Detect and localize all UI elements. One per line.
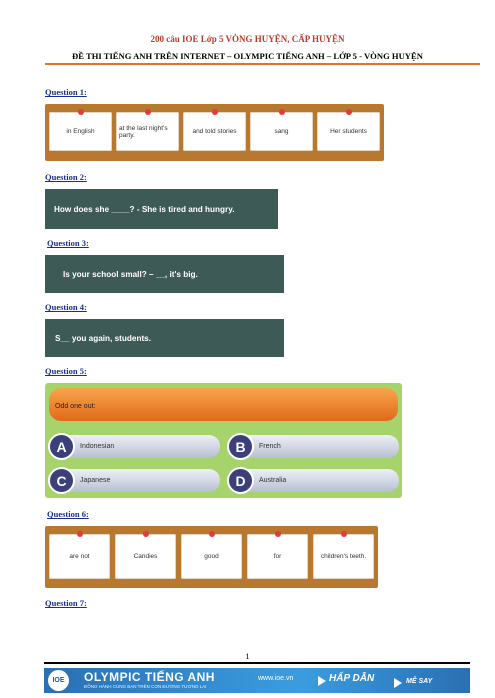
question-1-label: Question 1: (45, 87, 87, 97)
question-2-panel (45, 189, 278, 229)
word-card-text: good (204, 553, 219, 560)
footer-rule (44, 662, 470, 664)
footer-website: www.ioe.vn (258, 675, 294, 682)
arrow-right-icon (318, 676, 326, 686)
ioe-logo: IOE (48, 670, 69, 691)
pin-icon (78, 109, 84, 115)
question-4-panel (45, 319, 284, 357)
question-5-prompt: Odd one out: (49, 388, 398, 421)
word-card[interactable] (181, 534, 242, 579)
option-text: Japanese (80, 477, 111, 484)
option-b-button[interactable] (227, 435, 399, 458)
pin-icon (143, 531, 149, 537)
word-card[interactable] (317, 112, 380, 151)
question-6-card-strip (45, 526, 378, 588)
word-card-text: sang (274, 128, 289, 135)
word-card[interactable] (49, 112, 112, 151)
question-4-text: S__ you again, students. (55, 333, 151, 343)
footer-slogan: HẤP DẪN (329, 673, 375, 684)
word-card-text: in English (66, 128, 95, 135)
question-5-panel (45, 383, 402, 498)
pin-icon (77, 531, 83, 537)
page-number: 1 (245, 651, 250, 661)
word-card-text: children's teeth. (320, 553, 367, 560)
question-4-label: Question 4: (45, 302, 87, 312)
word-card-text: Her students (330, 128, 367, 135)
question-6-label: Question 6: (47, 509, 89, 519)
option-a-button[interactable] (48, 435, 220, 458)
word-card[interactable] (115, 534, 176, 579)
question-3-text: Is your school small? – __, it's big. (63, 269, 198, 279)
word-card-text: and told stories (192, 128, 237, 135)
arrow-right-icon (394, 678, 402, 688)
option-c-button[interactable] (48, 469, 220, 492)
document-title: 200 câu IOE Lớp 5 VÒNG HUYỆN, CẤP HUYỆN (150, 34, 345, 44)
word-card[interactable] (247, 534, 308, 579)
option-text: Indonesian (80, 443, 115, 450)
option-letter: B (227, 433, 254, 460)
word-card-text: for (273, 553, 282, 560)
question-5-label: Question 5: (45, 366, 87, 376)
footer-slogan: MÊ SAY (406, 678, 433, 685)
header-rule (45, 63, 480, 65)
pin-icon (275, 531, 281, 537)
question-2-label: Question 2: (45, 172, 87, 182)
word-card[interactable] (116, 112, 179, 151)
word-card[interactable] (49, 534, 110, 579)
word-card-text: Candies (133, 553, 158, 560)
word-card-text: are not (69, 553, 90, 560)
footer-tagline: ĐỒNG HÀNH CÙNG BẠN TRÊN CON ĐƯỜNG TƯƠNG LAI (84, 684, 207, 689)
word-card[interactable] (313, 534, 374, 579)
footer-banner (44, 668, 470, 693)
option-text: Australia (259, 477, 287, 484)
option-letter: A (48, 433, 75, 460)
pin-icon (346, 109, 352, 115)
pin-icon (341, 531, 347, 537)
question-7-label: Question 7: (45, 598, 87, 608)
option-text: French (259, 443, 281, 450)
question-3-label: Question 3: (47, 238, 89, 248)
question-1-card-strip (45, 104, 384, 161)
word-card-text: at the last night's party. (119, 124, 168, 139)
word-card[interactable] (183, 112, 246, 151)
question-2-text: How does she ____? - She is tired and hungry. (54, 204, 235, 214)
option-letter: C (48, 467, 75, 494)
option-letter: D (227, 467, 254, 494)
question-3-panel (45, 255, 284, 293)
pin-icon (209, 531, 215, 537)
option-d-button[interactable] (227, 469, 399, 492)
pin-icon (145, 109, 151, 115)
footer-brand: OLYMPIC TIẾNG ANH (84, 670, 215, 684)
word-card[interactable] (250, 112, 313, 151)
pin-icon (279, 109, 285, 115)
pin-icon (212, 109, 218, 115)
document-subtitle: ĐỀ THI TIẾNG ANH TRÊN INTERNET – OLYMPIC TIẾNG ANH – LỚP 5 - VÒNG HUYỆN (72, 51, 423, 61)
